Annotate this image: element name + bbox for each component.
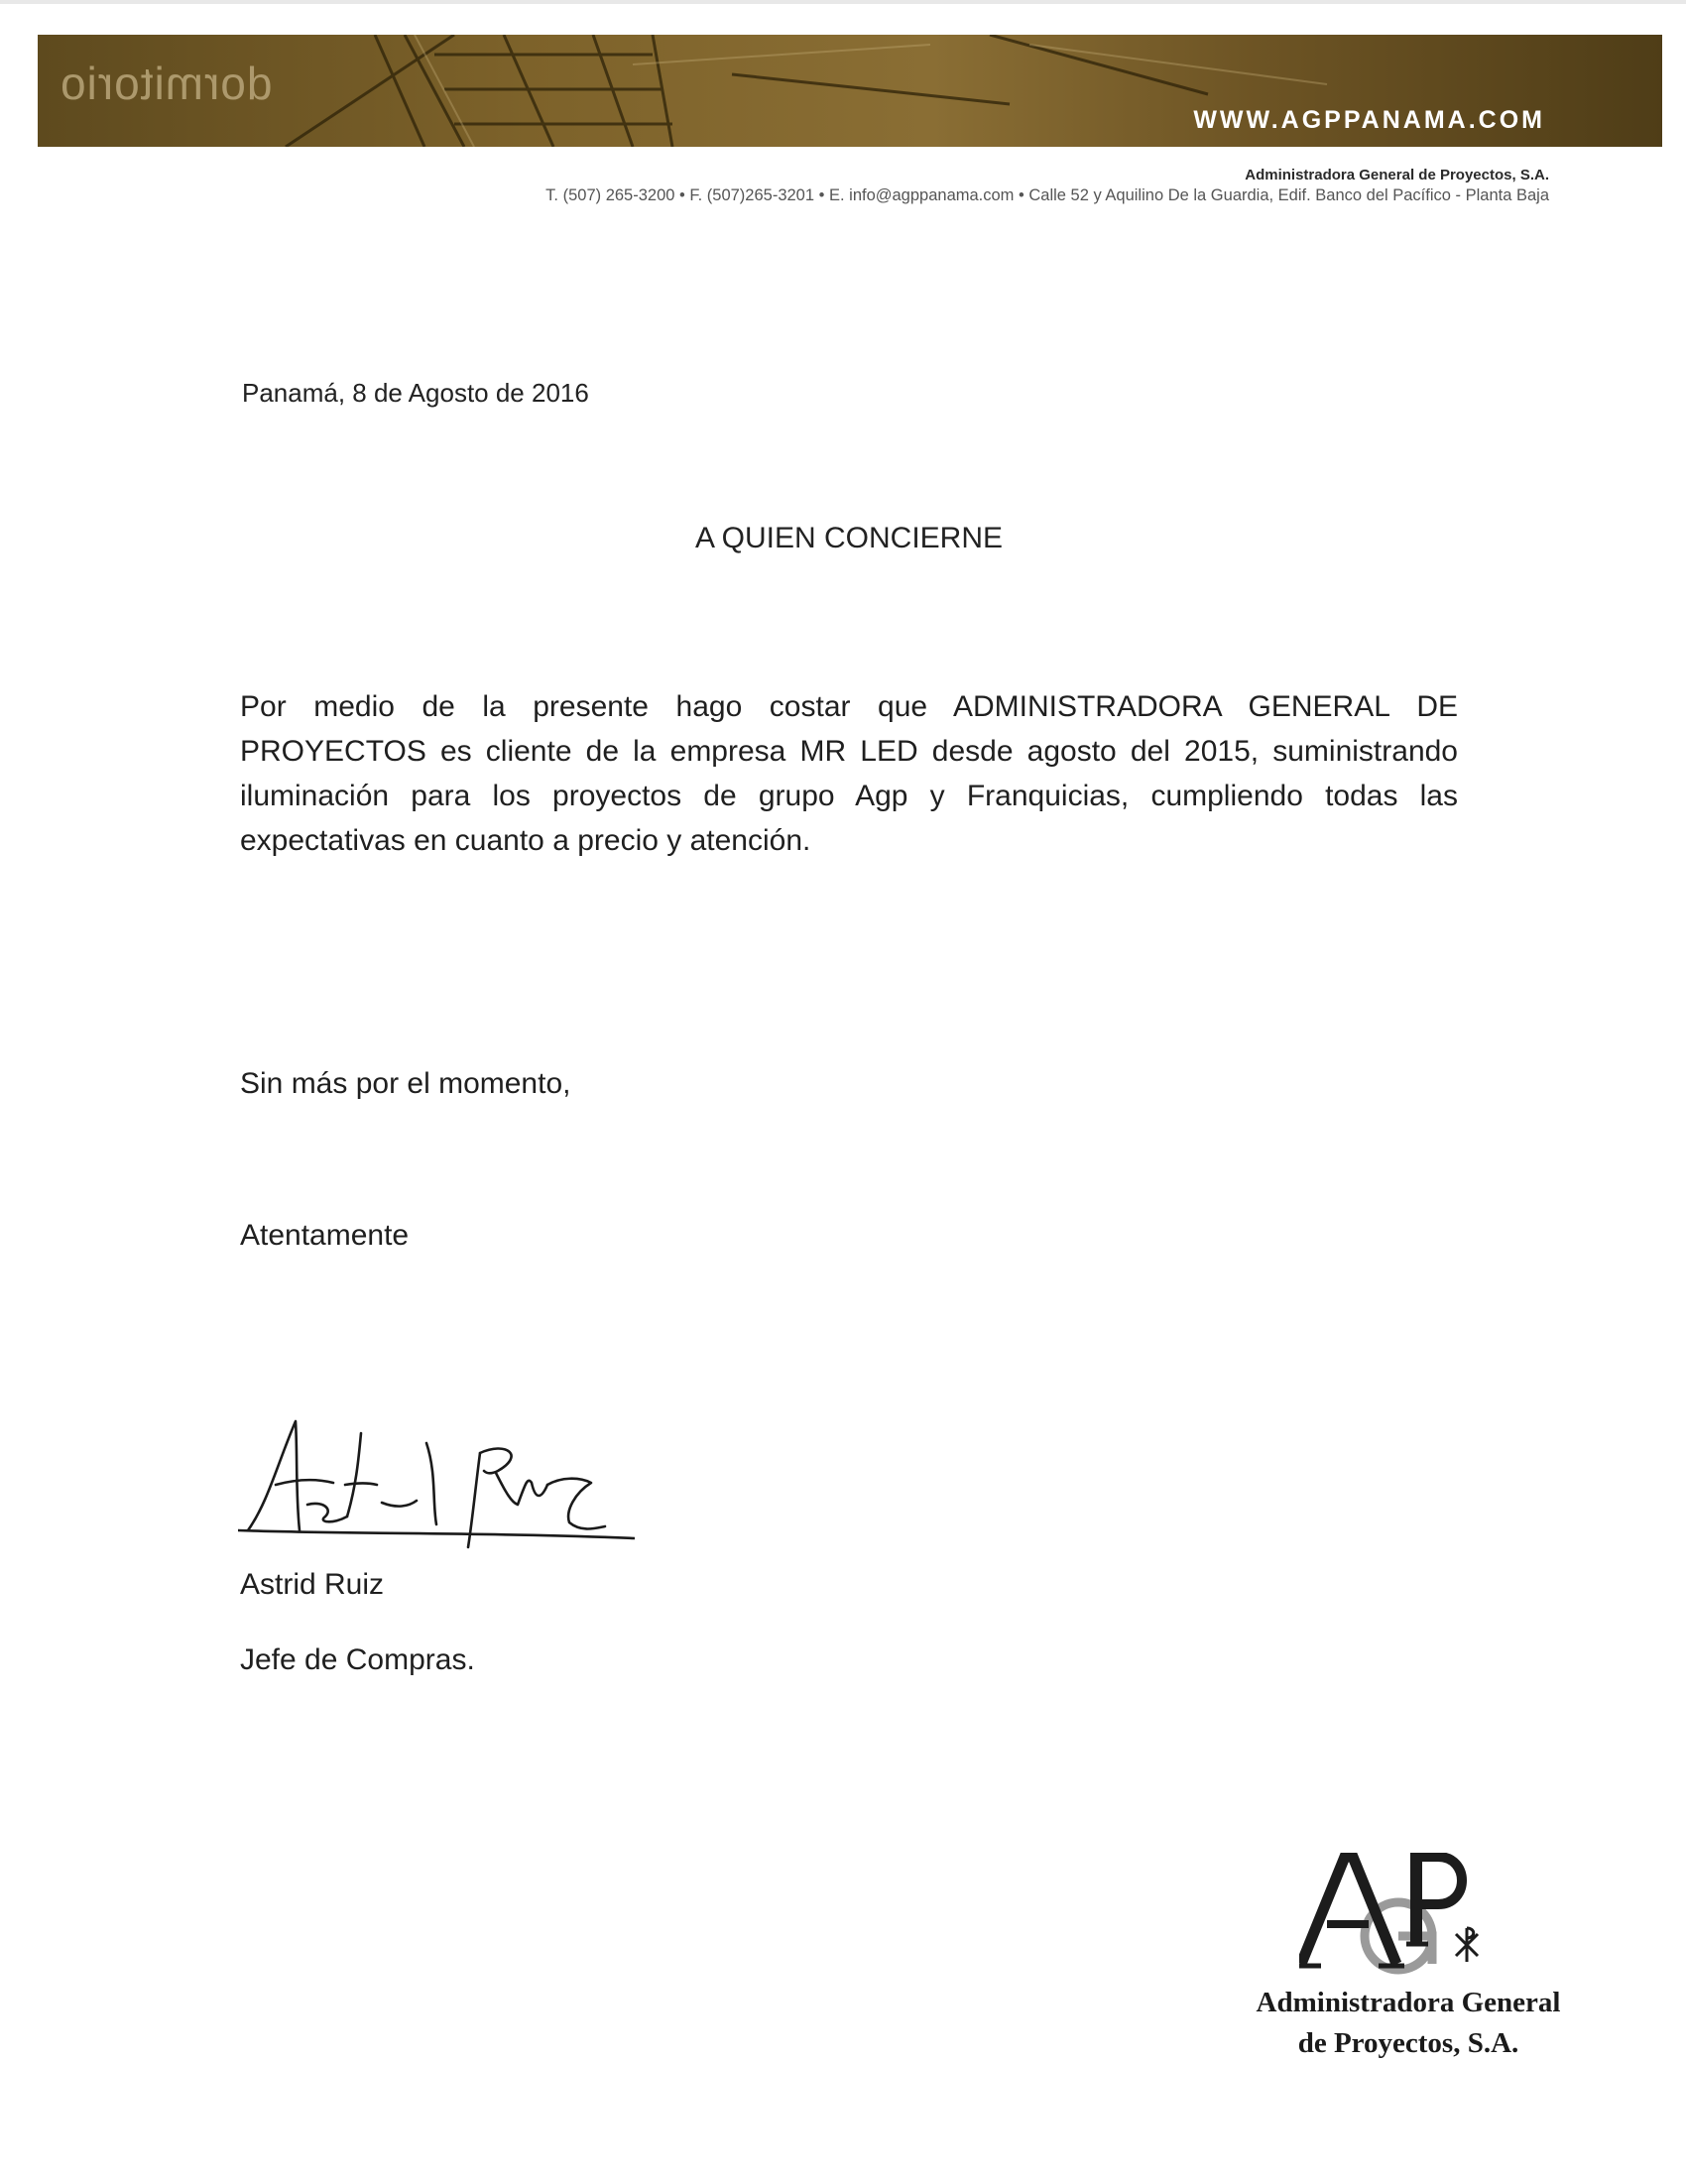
footer-company-line-2: de Proyectos, S.A. [1297,2027,1519,2059]
letter-regards: Atentamente [240,1219,410,1252]
banner-mirrored-word: dormitorio [60,58,273,109]
header-company-name: Administradora General de Proyectos, S.A. [1245,167,1549,183]
letter-date: Panamá, 8 de Agosto de 2016 [242,378,589,408]
letter-body: Por medio de la presente hago costar que ADMINISTRADORA GENERAL DE PROYECTOS es cliente de la empresa MR LED desde agosto del 2015, suministrando iluminación para los proyectos de grupo Agp y Franquicias, cumpliendo todas las expectativas en cuanto a precio y atención. [240,690,1458,857]
signer-name: Astrid Ruiz [240,1568,385,1601]
letter-closing: Sin más por el momento, [240,1067,571,1100]
footer-company-line-1: Administradora General [1256,1987,1561,2018]
signer-role: Jefe de Compras. [240,1643,475,1676]
website-url: WWW.AGPPANAMA.COM [1193,106,1545,134]
letter-title: A QUIEN CONCIERNE [694,522,1004,554]
header-banner [38,35,1662,147]
header-contact-line: T. (507) 265-3200 • F. (507)265-3201 • E. info@agppanama.com • Calle 52 y Aquilino De la Guardia, Edif. Banco del Pacífico - Planta Baja [545,186,1549,204]
scan-edge [0,0,1686,4]
handwritten-signature [238,1413,635,1552]
agp-logo [1299,1853,1488,1977]
